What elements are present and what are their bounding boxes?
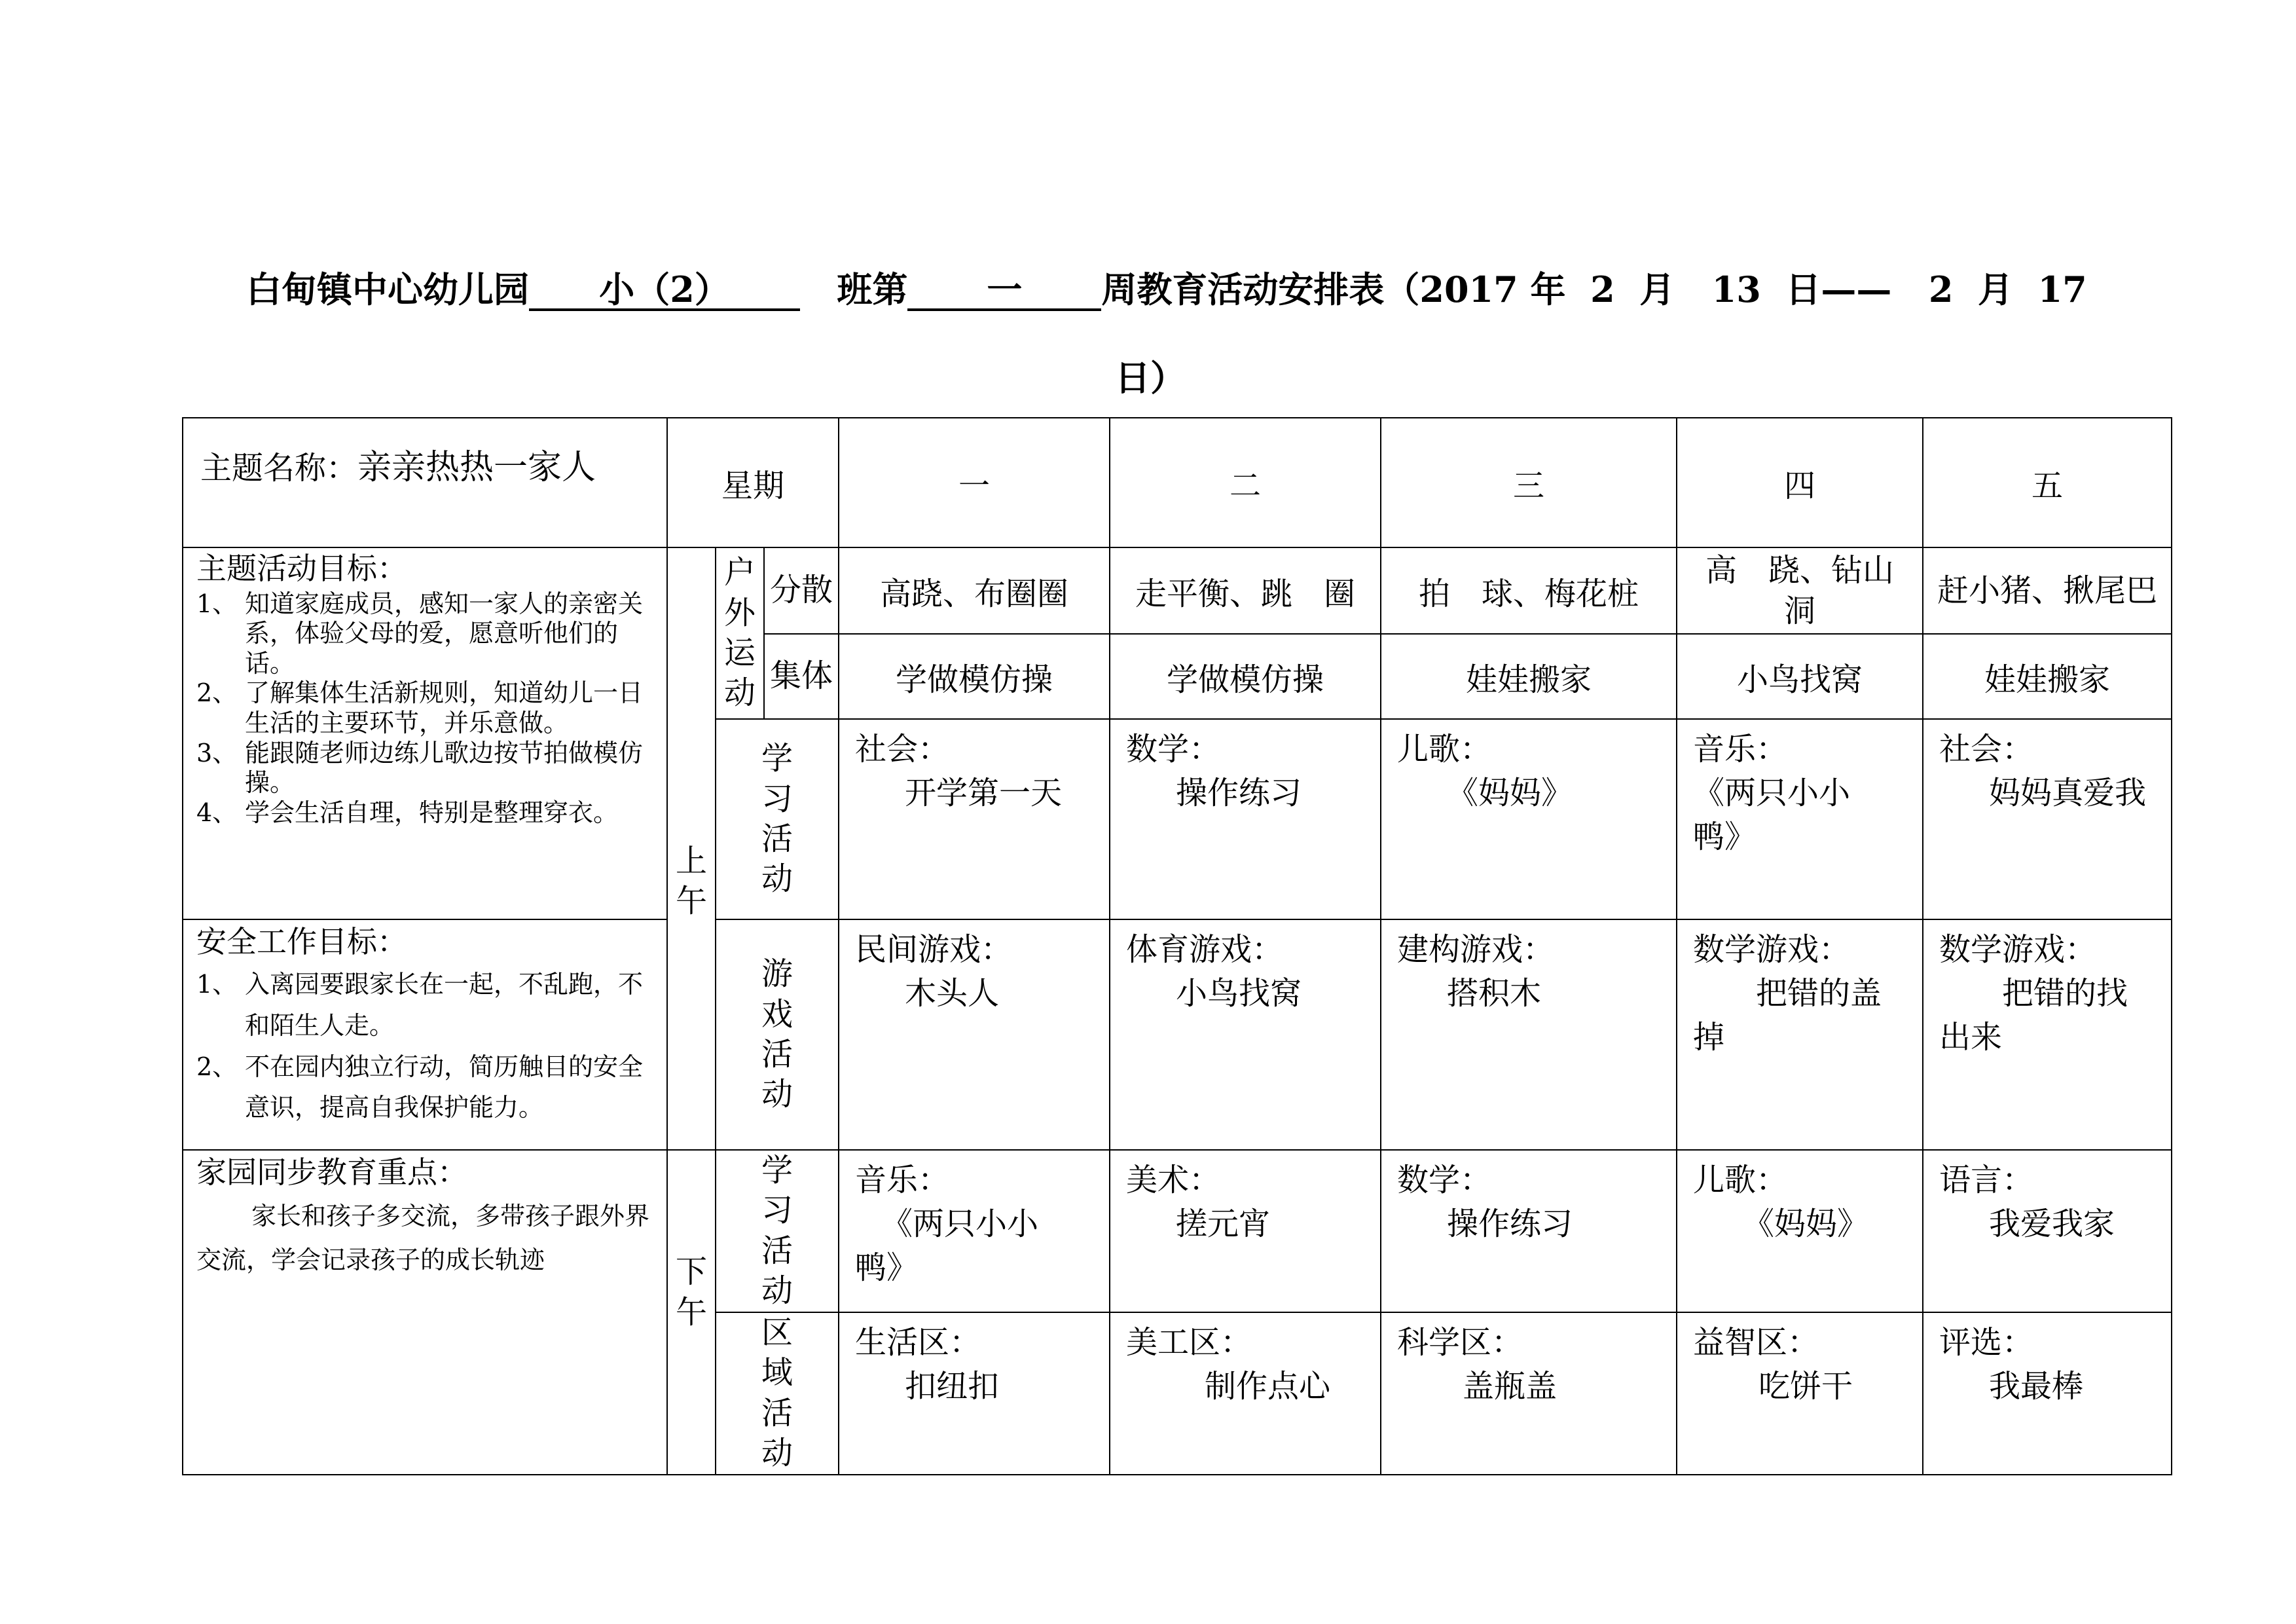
goals-list bbox=[196, 589, 660, 828]
weekday-label: 星期 bbox=[667, 418, 839, 547]
goal-item: 4、 学会生活自理，特别是整理穿衣。 bbox=[196, 798, 619, 827]
outdoor-scattered-cell: 走平衡、跳 圈 bbox=[1110, 547, 1381, 634]
game-label: 游戏活动 bbox=[716, 919, 839, 1150]
pm-study-cell: 儿歌： 《妈妈》 bbox=[1677, 1150, 1923, 1312]
page-title bbox=[246, 262, 2087, 312]
goal-item: 1、 知道家庭成员，感知一家人的亲密关系，体验父母的爱，愿意听他们的话。 bbox=[196, 589, 644, 678]
pm-study-cell: 美术： 搓元宵 bbox=[1110, 1150, 1381, 1312]
class-suffix: 班第 bbox=[837, 268, 908, 310]
pm-study-cell: 语言： 我爱我家 bbox=[1923, 1150, 2172, 1312]
outdoor-scattered-cell: 赶小猪、揪尾巴 bbox=[1923, 547, 2172, 634]
safety-item: 1、 入离园要跟家长在一起，不乱跑，不和陌生人走。 bbox=[196, 970, 644, 1040]
game-row bbox=[183, 919, 2172, 1150]
pm-study-row bbox=[183, 1150, 2172, 1312]
am-study-cell: 儿歌： 《妈妈》 bbox=[1381, 719, 1677, 919]
period-morning: 上午 bbox=[667, 547, 716, 1150]
outdoor-group-cell: 学做模仿操 bbox=[1110, 634, 1381, 719]
outdoor-scattered-row bbox=[183, 547, 2172, 634]
goals-title: 主题活动目标： bbox=[196, 551, 407, 586]
outdoor-group-cell: 娃娃搬家 bbox=[1381, 634, 1677, 719]
class-name: 小（2） bbox=[529, 271, 800, 311]
area-cell: 科学区： 盖瓶盖 bbox=[1381, 1312, 1677, 1475]
area-cell: 评选： 我最棒 bbox=[1923, 1312, 2172, 1475]
day-header: 五 bbox=[1923, 418, 2172, 547]
day-header: 一 bbox=[839, 418, 1110, 547]
home-cell bbox=[183, 1150, 667, 1475]
goals-cell bbox=[183, 547, 667, 919]
page-title-cont: 日） bbox=[1115, 357, 1186, 399]
safety-list bbox=[196, 964, 660, 1128]
area-label: 区域活动 bbox=[716, 1312, 839, 1475]
goal-item: 3、 能跟随老师边练儿歌边按节拍做模仿操。 bbox=[196, 738, 644, 798]
outdoor-group-cell: 娃娃搬家 bbox=[1923, 634, 2172, 719]
pm-study-cell: 数学： 操作练习 bbox=[1381, 1150, 1677, 1312]
home-title: 家园同步教育重点： bbox=[196, 1154, 467, 1190]
schedule-table bbox=[182, 417, 2172, 1475]
date-range: 周教育活动安排表（2017 年 2 月 13 日—— 2 月 17 bbox=[1101, 268, 2087, 310]
game-cell: 体育游戏： 小鸟找窝 bbox=[1110, 919, 1381, 1150]
week-number: 一 bbox=[907, 271, 1101, 311]
am-study-cell: 社会： 妈妈真爱我 bbox=[1923, 719, 2172, 919]
theme-label: 主题名称： bbox=[200, 450, 358, 487]
am-study-cell: 音乐： 《两只小小鸭》 bbox=[1677, 719, 1923, 919]
game-cell: 数学游戏： 把错的盖掉 bbox=[1677, 919, 1923, 1150]
outdoor-label: 户外运动 bbox=[716, 547, 764, 719]
game-cell: 建构游戏： 搭积木 bbox=[1381, 919, 1677, 1150]
outdoor-scattered-cell: 高跷、布圈圈 bbox=[839, 547, 1110, 634]
safety-cell bbox=[183, 919, 667, 1150]
safety-item: 2、 不在园内独立行动，简历触目的安全意识，提高自我保护能力。 bbox=[196, 1052, 644, 1122]
day-header: 三 bbox=[1381, 418, 1677, 547]
period-afternoon: 下午 bbox=[667, 1150, 716, 1475]
day-header: 二 bbox=[1110, 418, 1381, 547]
theme-name-cell bbox=[183, 418, 667, 547]
outdoor-sub-scattered: 分散 bbox=[764, 547, 839, 634]
area-cell: 生活区： 扣纽扣 bbox=[839, 1312, 1110, 1475]
outdoor-sub-group: 集体 bbox=[764, 634, 839, 719]
theme-name: 亲亲热热一家人 bbox=[357, 448, 596, 487]
am-study-label: 学习活动 bbox=[716, 719, 839, 919]
goal-item: 2、 了解集体生活新规则，知道幼儿一日生活的主要环节，并乐意做。 bbox=[196, 678, 644, 737]
pm-study-label: 学习活动 bbox=[716, 1150, 839, 1312]
pm-study-cell: 音乐： 《两只小小鸭》 bbox=[839, 1150, 1110, 1312]
area-cell: 益智区： 吃饼干 bbox=[1677, 1312, 1923, 1475]
am-study-cell: 社会： 开学第一天 bbox=[839, 719, 1110, 919]
outdoor-group-cell: 小鸟找窝 bbox=[1677, 634, 1923, 719]
outdoor-scattered-cell: 高 跷、钻山洞 bbox=[1677, 547, 1923, 634]
outdoor-group-cell: 学做模仿操 bbox=[839, 634, 1110, 719]
safety-title: 安全工作目标： bbox=[196, 924, 407, 959]
day-header: 四 bbox=[1677, 418, 1923, 547]
game-cell: 数学游戏： 把错的找出来 bbox=[1923, 919, 2172, 1150]
area-cell: 美工区： 制作点心 bbox=[1110, 1312, 1381, 1475]
home-text: 家长和孩子多交流，多带孩子跟外界交流，学会记录孩子的成长轨迹 bbox=[196, 1202, 650, 1274]
outdoor-scattered-cell: 拍 球、梅花桩 bbox=[1381, 547, 1677, 634]
am-study-cell: 数学： 操作练习 bbox=[1110, 719, 1381, 919]
header-row bbox=[183, 418, 2172, 547]
game-cell: 民间游戏： 木头人 bbox=[839, 919, 1110, 1150]
kindergarten-name: 白甸镇中心幼儿园 bbox=[246, 268, 529, 310]
